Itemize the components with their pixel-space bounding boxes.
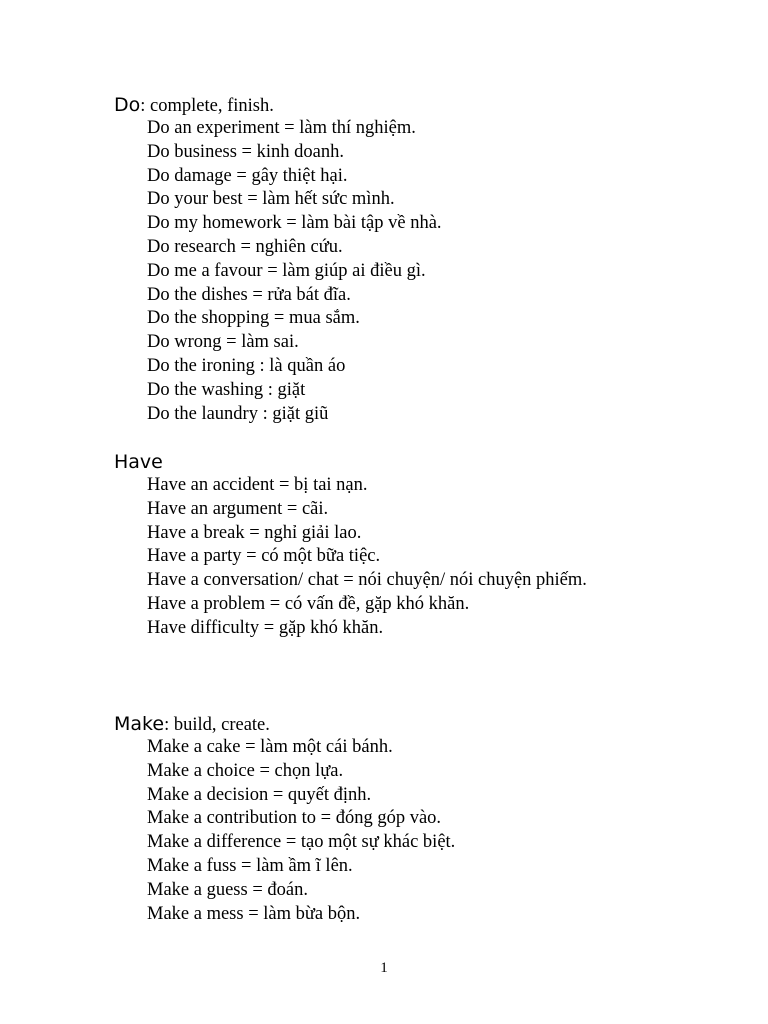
- section-heading: [114, 713, 734, 736]
- entry-item: Do your best = làm hết sức mình.: [147, 189, 395, 210]
- entry-item: Do the ironing : là quần áo: [147, 355, 346, 376]
- entry-item: Do my homework = làm bài tập về nhà.: [147, 213, 442, 234]
- entry-item: Have a break = nghỉ giải lao.: [147, 522, 362, 543]
- entry-item: Do research = nghiên cứu.: [147, 236, 343, 257]
- page-number: 1: [380, 960, 388, 976]
- heading-word: Have: [114, 451, 163, 473]
- entry-item: Do the washing : giặt: [147, 379, 306, 400]
- heading-word: Do: [114, 94, 141, 116]
- section-make: [114, 713, 734, 926]
- entry-item: Make a difference = tạo một sự khác biệt.: [147, 832, 456, 853]
- entry-item: Have a party = có một bữa tiệc.: [147, 546, 381, 567]
- section-do: [114, 94, 734, 426]
- entry-item: Have an argument = cãi.: [147, 498, 329, 519]
- entry-item: Do the shopping = mua sắm.: [147, 308, 360, 329]
- entry-item: Make a choice = chọn lựa.: [147, 760, 344, 781]
- section-heading: [114, 94, 734, 117]
- entry-item: Make a fuss = làm ầm ĩ lên.: [147, 855, 353, 876]
- entry-item: Do business = kinh doanh.: [147, 141, 344, 162]
- entry-item: Make a contribution to = đóng góp vào.: [147, 808, 442, 829]
- entry-item: Do damage = gây thiệt hại.: [147, 165, 348, 186]
- entry-item: Do the laundry : giặt giũ: [147, 403, 329, 424]
- entry-item: Do the dishes = rửa bát đĩa.: [147, 284, 351, 305]
- entry-item: Make a guess = đoán.: [147, 879, 308, 900]
- entry-item: Do an experiment = làm thí nghiệm.: [147, 118, 416, 138]
- entry-item: Do me a favour = làm giúp ai điều gì.: [147, 260, 426, 281]
- entry-item: Make a mess = làm bừa bộn.: [147, 903, 361, 924]
- entry-item: Make a cake = làm một cái bánh.: [147, 737, 393, 757]
- entry-list: [114, 474, 734, 641]
- heading-word: Make: [114, 713, 165, 735]
- heading-description: : build, create.: [164, 715, 270, 735]
- entry-list: [114, 117, 734, 426]
- entry-item: Have an accident = bị tai nạn.: [147, 475, 368, 495]
- section-heading: [114, 451, 734, 474]
- entry-item: Have a conversation/ chat = nói chuyện/ nói chuyện phiếm.: [147, 570, 587, 591]
- entry-item: Have a problem = có vấn đề, gặp khó khăn.: [147, 593, 470, 614]
- entry-item: Make a decision = quyết định.: [147, 784, 372, 805]
- entry-item: Have difficulty = gặp khó khăn.: [147, 617, 384, 638]
- section-have: [114, 451, 734, 641]
- entry-item: Do wrong = làm sai.: [147, 332, 299, 353]
- heading-description: : complete, finish.: [140, 96, 274, 116]
- entry-list: [114, 736, 734, 926]
